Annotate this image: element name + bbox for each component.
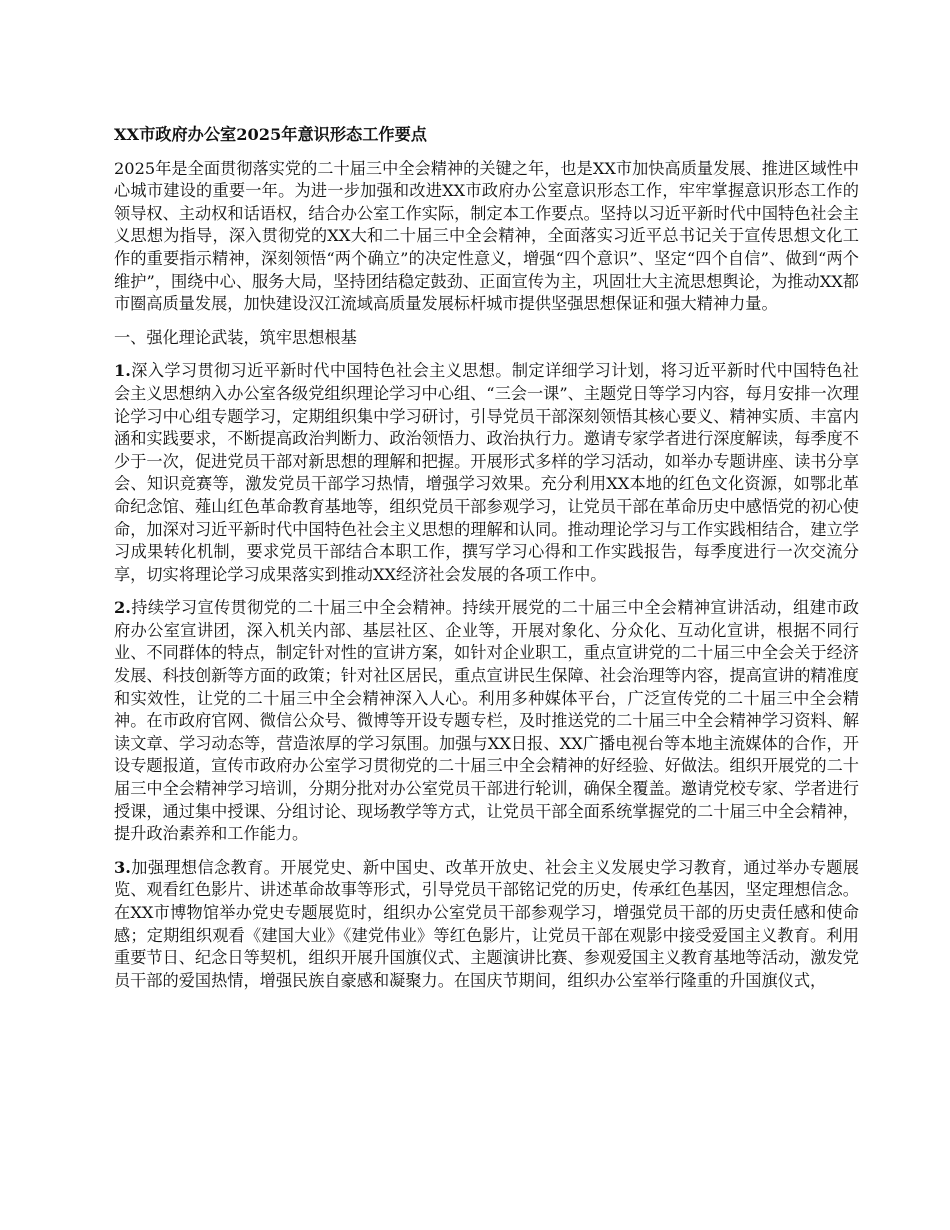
section-heading: 一、强化理论武装，筑牢思想根基 [114,327,357,347]
item-number: 1. [114,361,131,381]
item-text: 深入学习贯彻习近平新时代中国特色社会主义思想。制定详细学习计划，将习近平新时代中国特色社会主义思想纳入办公室各级党组织理论学习中心组、“三会一课”、主题党日等学习内容，每月安排一次理论学习中心组专题学习，定期组织集中学习研讨，引导党员干部深刻领悟其核心要义、精神实质、丰富内涵和实践要求，不断提高政治判断力、政治领悟力、政治执行力。邀请专家学者进行深度解读，每季度不少于一次，促进党员干部对新思想的理解和把握。开展形式多样的学习活动，如举办专题讲座、读书分享会、知识竞赛等，激发党员干部学习热情，增强学习效果。充分利用XX本地的红色文化资源，如鄂北革命纪念馆、薤山红色革命教育基地等，组织党员干部参观学习，让党员干部在革命历史中感悟党的初心使命，加深对习近平新时代中国特色社会主义思想的理解和认同。推动理论学习与工作实践相结合，建立学习成果转化机制，要求党员干部结合本职工作，撰写学习心得和工作实践报告，每季度进行一次交流分享，切实将理论学习成果落实到推动XX经济社会发展的各项工作中。 [114,361,859,584]
intro-paragraph: 2025年是全面贯彻落实党的二十届三中全会精神的关键之年，也是XX市加快高质量发展、推进区域性中心城市建设的重要一年。为进一步加强和改进XX市政府办公室意识形态工作，牢牢掌握意识形态工作的领导权、主动权和话语权，结合办公室工作实际，制定本工作要点。坚持以习近平新时代中国特色社会主义思想为指导，深入贯彻党的XX大和二十届三中全会精神，全面落实习近平总书记关于宣传思想文化工作的重要指示精神，深刻领悟“两个确立”的决定性意义，增强“四个意识”、坚定“四个自信”、做到“两个维护”，围绕中心、服务大局，坚持团结稳定鼓劲、正面宣传为主，巩固壮大主流思想舆论，为推动XX都市圈高质量发展，加快建设汉江流域高质量发展标杆城市提供坚强思想保证和强大精神力量。 [114,158,859,314]
document-title: XX市政府办公室2025年意识形态工作要点 [114,125,427,144]
item-number: 3. [114,857,131,877]
item-paragraph-3 [114,857,859,993]
item-text: 持续学习宣传贯彻党的二十届三中全会精神。持续开展党的二十届三中全会精神宣讲活动，组建市政府办公室宣讲团，深入机关内部、基层社区、企业等，开展对象化、分众化、互动化宣讲，根据不同行业、不同群体的特点，制定针对性的宣讲方案，如针对企业职工，重点宣讲党的二十届三中全会关于经济发展、科技创新等方面的政策；针对社区居民，重点宣讲民生保障、社会治理等内容，提高宣讲的精准度和实效性，让党的二十届三中全会精神深入人心。利用多种媒体平台，广泛宣传党的二十届三中全会精神。在市政府官网、微信公众号、微博等开设专题专栏，及时推送党的二十届三中全会精神学习资料、解读文章、学习动态等，营造浓厚的学习氛围。加强与XX日报、XX广播电视台等本地主流媒体的合作，开设专题报道，宣传市政府办公室学习贯彻党的二十届三中全会精神的好经验、好做法。组织开展党的二十届三中全会精神学习培训，分期分批对办公室党员干部进行轮训，确保全覆盖。邀请党校专家、学者进行授课，通过集中授课、分组讨论、现场教学等方式，让党员干部全面系统掌握党的二十届三中全会精神，提升政治素养和工作能力。 [114,598,859,844]
item-text: 加强理想信念教育。开展党史、新中国史、改革开放史、社会主义发展史学习教育，通过举办专题展览、观看红色影片、讲述革命故事等形式，引导党员干部铭记党的历史，传承红色基因，坚定理想信念。在XX市博物馆举办党史专题展览时，组织办公室党员干部参观学习，增强党员干部的历史责任感和使命感；定期组织观看《建国大业》《建党伟业》等红色影片，让党员干部在观影中接受爱国主义教育。利用重要节日、纪念日等契机，组织开展升国旗仪式、主题演讲比赛、参观爱国主义教育基地等活动，激发党员干部的爱国热情，增强民族自豪感和凝聚力。在国庆节期间，组织办公室举行隆重的升国旗仪式， [114,857,859,990]
item-number: 2. [114,598,131,618]
item-paragraph-2 [114,597,859,846]
document-page [114,124,859,1003]
item-paragraph-1 [114,360,859,586]
